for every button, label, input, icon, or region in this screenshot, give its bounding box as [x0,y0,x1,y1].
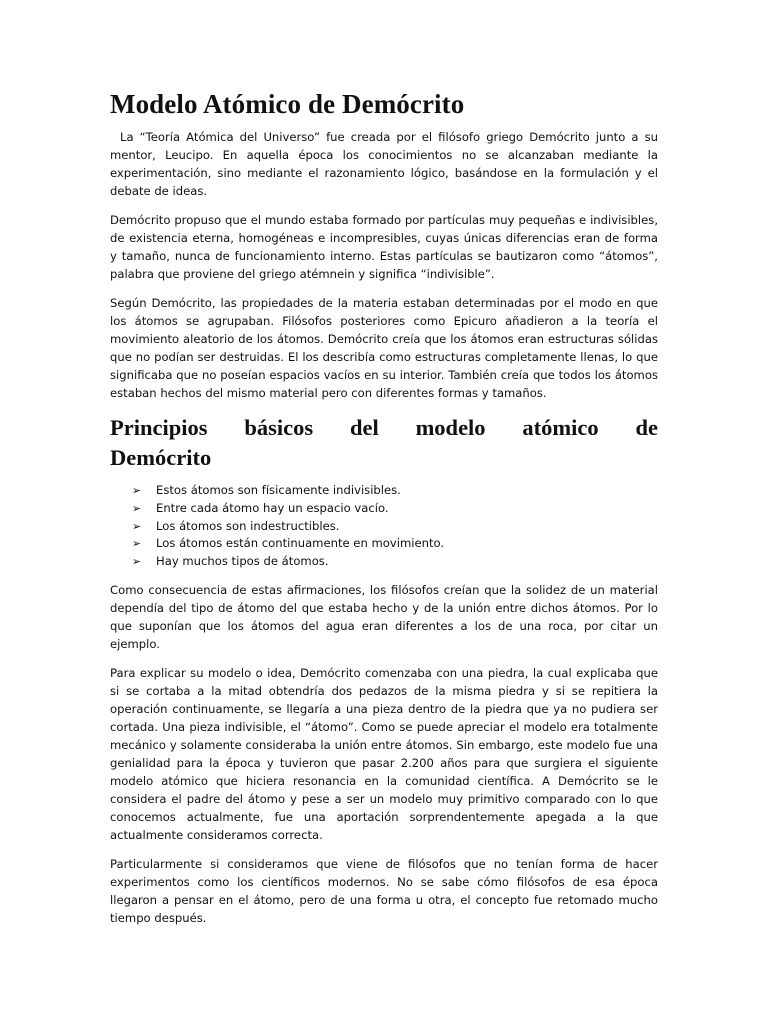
arrow-bullet-icon: ➢ [132,519,142,533]
section-heading-line-1: Principios básicos del modelo atómico de [110,415,658,440]
list-item-text: Los átomos están continuamente en movimiento. [156,536,445,551]
list-item-text: Entre cada átomo hay un espacio vacío. [156,500,389,515]
arrow-bullet-icon: ➢ [132,484,142,497]
list-item [132,482,658,500]
principles-list [110,482,658,571]
section-heading-line-2: Demócrito [110,445,212,470]
arrow-bullet-icon: ➢ [132,501,142,515]
list-item [132,500,658,518]
list-item-text: Hay muchos tipos de átomos. [156,554,329,569]
list-item [132,553,658,571]
list-item-text: Estos átomos son físicamente indivisibles. [156,483,401,497]
paragraph-outro-3: Particularmente si consideramos que viene de filósofos que no tenían forma de hacer experimentos como los científicos modernos. No se sabe cómo filósofos de esa época llegaron a pensar en el átomo, pero de una forma u otra, el concepto fue retomado mucho tiempo después. [110,856,658,925]
arrow-bullet-icon: ➢ [132,555,142,569]
document-page [110,86,658,938]
list-item-text: Los átomos son indestructibles. [156,518,340,533]
list-item [132,518,658,536]
list-item [132,535,658,553]
paragraph-intro-1: La “Teoría Atómica del Universo” fue creada por el filósofo griego Demócrito junto a su mentor, Leucipo. En aquella época los conocimientos no se alcanzaban mediante la experimentación, sino mediante el razonamiento lógico, basándose en la formulación y el debate de ideas. [110,130,658,198]
document-title: Modelo Atómico de Demócrito [110,89,465,119]
arrow-bullet-icon: ➢ [132,537,142,551]
paragraph-intro-3: Según Demócrito, las propiedades de la materia estaban determinadas por el modo en que los átomos se agrupaban. Filósofos posteriores como Epicuro añadieron a la teoría el movimiento aleatorio de los átomos. Demócrito creía que los átomos eran estructuras sólidas que no podían ser destruidas. El los describía como estructuras completamente llenas, lo que significaba que no poseían espacios vacíos en su interior. También creía que todos los átomos estaban hechos del mismo material pero con diferentes formas y tamaños. [110,296,658,400]
paragraph-outro-1: Como consecuencia de estas afirmaciones, los filósofos creían que la solidez de un material dependía del tipo de átomo del que estaba hecho y de la unión entre dichos átomos. Por lo que suponían que los átomos del agua eran diferentes a los de una roca, por citar un ejemplo. [110,582,658,651]
paragraph-outro-2: Para explicar su modelo o idea, Demócrito comenzaba con una piedra, la cual explicaba que si se cortaba a la mitad obtendría dos pedazos de la misma piedra y si se repitiera la operación continuamente, se llegaría a una pieza dentro de la piedra que ya no pudiera ser cortada. Una pieza indivisible, el “átomo”. Como se puede apreciar el modelo era totalmente mecánico y solamente consideraba la unión entre átomos. Sin embargo, este modelo fue una genialidad para la época y tuvieron que pasar 2.200 años para que surgiera el siguiente modelo atómico que hiciera resonancia en la comunidad científica. A Demócrito se le considera el padre del átomo y pese a ser un modelo muy primitivo comparado con lo que conocemos actualmente, fue una aportación sorprendentemente apegada a la que actualmente consideramos correcta. [110,665,658,842]
paragraph-intro-2: Demócrito propuso que el mundo estaba formado por partículas muy pequeñas e indivisibles, de existencia eterna, homogéneas e incompresibles, cuyas únicas diferencias eran de forma y tamaño, nunca de funcionamiento interno. Estas partículas se bautizaron como “átomos”, palabra que proviene del griego atémnein y significa “indivisible”. [110,213,658,281]
section-heading [110,413,658,473]
